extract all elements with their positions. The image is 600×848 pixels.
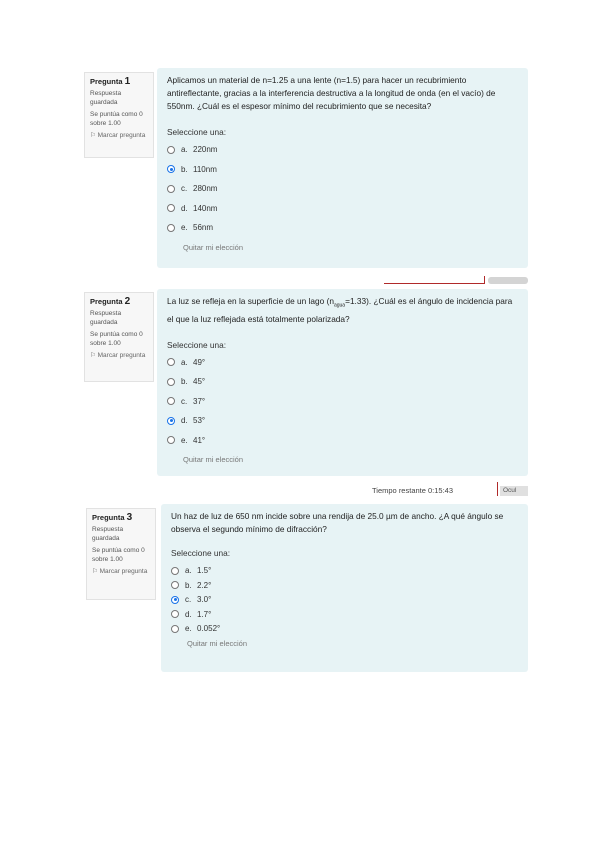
radio-button[interactable] bbox=[167, 378, 175, 386]
radio-button[interactable] bbox=[171, 581, 179, 589]
question-status: Respuesta guardada bbox=[92, 526, 124, 542]
radio-button-selected[interactable] bbox=[167, 165, 175, 173]
radio-button[interactable] bbox=[167, 358, 175, 366]
flag-question-link[interactable]: ⚐ Marcar pregunta bbox=[90, 132, 146, 139]
radio-button[interactable] bbox=[167, 436, 175, 444]
radio-button[interactable] bbox=[167, 204, 175, 212]
divider-line bbox=[384, 283, 484, 284]
flag-question-link[interactable]: ⚐ Marcar pregunta bbox=[90, 352, 146, 359]
question-text: Aplicamos un material de n=1.25 a una lente (n=1.5) para hacer un recubrimiento antireflectante, gracias a la interferencia destructiva a la longitud de onda (en el vacío) de 550nm. ¿Cuál es el espesor mínimo del recubrimiento que se necesita? bbox=[167, 75, 496, 111]
question-status: Respuesta guardada bbox=[90, 90, 122, 106]
answer-option[interactable]: a. 1.5° bbox=[171, 566, 518, 575]
answer-option[interactable]: e. 41° bbox=[167, 436, 518, 445]
answer-option[interactable]: b. 45° bbox=[167, 377, 518, 386]
radio-button-selected[interactable] bbox=[171, 596, 179, 604]
answer-prompt: Seleccione una: bbox=[167, 127, 227, 137]
question-score: Se puntúa como 0 sobre 1.00 bbox=[92, 547, 145, 563]
flag-question-link[interactable]: ⚐ Marcar pregunta bbox=[92, 568, 148, 575]
answer-option[interactable]: a. 49° bbox=[167, 358, 518, 367]
clear-choice-link[interactable]: Quitar mi elección bbox=[187, 638, 248, 648]
answer-option[interactable]: e. 56nm bbox=[167, 223, 518, 232]
clear-choice-link[interactable]: Quitar mi elección bbox=[183, 242, 244, 252]
question-text: Un haz de luz de 650 nm incide sobre una rendija de 25.0 µm de ancho. ¿A qué ángulo se observa el segundo mínimo de difracción? bbox=[171, 511, 504, 534]
answer-option[interactable]: d. 1.7° bbox=[171, 610, 518, 619]
radio-button[interactable] bbox=[167, 146, 175, 154]
question-text: La luz se refleja en la superficie de un lago $(n_{agua}=1.33)$. ¿Cuál es el ángulo de incidencia para el que la luz reflejada está totalmente polarizada? bbox=[167, 296, 513, 324]
radio-button[interactable] bbox=[171, 625, 179, 633]
question-score: Se puntúa como 0 sobre 1.00 bbox=[90, 331, 143, 347]
question-number: Pregunta 2 bbox=[90, 296, 131, 307]
radio-button[interactable] bbox=[167, 224, 175, 232]
answer-option[interactable]: c. 280nm bbox=[167, 184, 518, 193]
question-info-2 bbox=[84, 292, 154, 382]
divider-tick bbox=[484, 276, 485, 284]
question-content-3 bbox=[161, 504, 528, 672]
answer-option[interactable]: c. 3.0° bbox=[171, 595, 518, 604]
answer-option[interactable]: d. 53° bbox=[167, 416, 518, 425]
answer-option[interactable]: b. 110nm bbox=[167, 165, 518, 174]
answer-option[interactable]: d. 140nm bbox=[167, 204, 518, 213]
timer-divider bbox=[497, 482, 498, 496]
time-remaining: Tiempo restante 0:15:43 bbox=[372, 486, 454, 495]
radio-button[interactable] bbox=[171, 567, 179, 575]
question-score: Se puntúa como 0 sobre 1.00 bbox=[90, 111, 143, 127]
flag-icon: ⚐ bbox=[90, 132, 96, 139]
question-number: Pregunta 1 bbox=[90, 76, 131, 87]
answer-option[interactable]: b. 2.2° bbox=[171, 581, 518, 590]
radio-button[interactable] bbox=[167, 185, 175, 193]
radio-button[interactable] bbox=[167, 397, 175, 405]
radio-button[interactable] bbox=[171, 610, 179, 618]
flag-icon: ⚐ bbox=[92, 568, 98, 575]
answer-prompt: Seleccione una: bbox=[171, 548, 231, 558]
question-status: Respuesta guardada bbox=[90, 310, 122, 326]
scroll-handle bbox=[488, 277, 528, 284]
question-content-2 bbox=[157, 289, 528, 476]
answer-option[interactable]: c. 37° bbox=[167, 397, 518, 406]
answer-prompt: Seleccione una: bbox=[167, 339, 227, 350]
flag-icon: ⚐ bbox=[90, 352, 96, 359]
question-number: Pregunta 3 bbox=[92, 512, 133, 523]
hide-timer-button[interactable]: Ocul bbox=[500, 486, 528, 496]
question-info-1 bbox=[84, 72, 154, 158]
answer-option[interactable]: e. 0.052° bbox=[171, 624, 518, 633]
question-content-1 bbox=[157, 68, 528, 268]
answer-option[interactable]: a. 220nm bbox=[167, 145, 518, 154]
radio-button-selected[interactable] bbox=[167, 417, 175, 425]
clear-choice-link[interactable]: Quitar mi elección bbox=[183, 455, 244, 465]
question-info-3 bbox=[86, 508, 156, 600]
